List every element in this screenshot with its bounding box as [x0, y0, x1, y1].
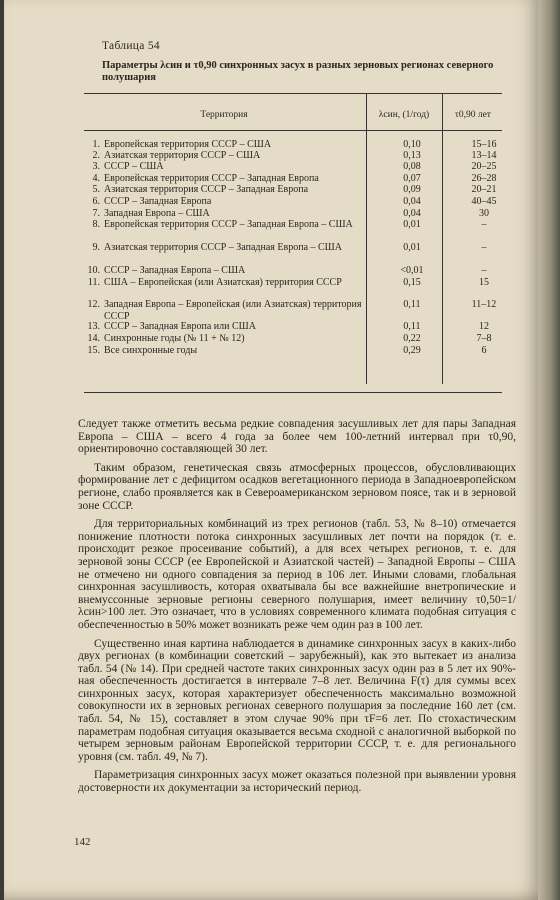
row-lambda: 0,15	[403, 277, 421, 288]
row-tau: 20–21	[471, 184, 497, 195]
table-row	[84, 173, 504, 184]
row-territory: СССР – Западная Европа – США	[104, 265, 246, 276]
row-territory: США – Европейская (или Азиатская) территория СССР	[104, 277, 342, 288]
page-number: 142	[74, 836, 91, 848]
row-territory: СССР – США	[104, 161, 164, 172]
row-territory: СССР – Западная Европа или США	[104, 321, 256, 332]
paragraph: Для территориальных комбинаций из трех регионов (табл. 53, № 8–10) отмечается понижение плотности потока синхронных засушливых лет почти на порядок (т. е. происходит резкое просеивание событий), а для всех четырех регионов, т. е. для зерновой зоны СССР (ее Европейской и Азиатской частей) – Западной Европы – США не отмечено ни одного совпадения за период в 106 лет. Иными словами, глобальная синхронная засушливость, которая охватывала бы все важнейшие внетропические и внемуссонные зерновые регионы северного полушария, имеет величину τ0,50=1/λсин>100 лет. Это означает, что в условиях современного климата подобная ситуация с обеспеченностью в 50% может возникать реже чем один раз в 100 лет.	[78, 518, 516, 631]
row-territory: Европейская территория СССР – Западная Европа	[104, 173, 319, 184]
row-lambda: 0,04	[403, 196, 421, 207]
row-lambda: 0,04	[403, 208, 421, 219]
body-text	[78, 418, 516, 801]
row-territory: Европейская территория СССР – Западная Европа – США	[104, 219, 353, 230]
row-lambda: 0,08	[403, 161, 421, 172]
row-tau: 15–16	[471, 139, 497, 150]
table-top-rule	[84, 93, 502, 94]
row-territory: Синхронные годы (№ 11 + № 12)	[104, 333, 245, 344]
header-tau: τ0,90 лет	[455, 110, 491, 120]
table-row	[84, 265, 504, 277]
row-number: 9.	[92, 242, 100, 253]
row-lambda: 0,22	[403, 333, 421, 344]
table-row	[84, 219, 504, 242]
row-number: 7.	[92, 208, 100, 219]
paragraph: Следует также отметить весьма редкие совпадения засушливых лет для пары Западная Европа – США – всего 4 года за более чем 100-летний интервал при τ0,90, ориентировочно составляющей 30 лет.	[78, 418, 516, 456]
row-territory: Азиатская территория СССР – Западная Европа	[104, 184, 309, 195]
table-number: Таблица 54	[102, 40, 160, 52]
table-row	[84, 184, 504, 196]
table-row	[84, 161, 504, 173]
row-territory: Западная Европа – Европейская (или Азиатская) территория СССР	[104, 299, 362, 322]
row-number: 8.	[92, 219, 100, 230]
row-tau: 6	[481, 345, 487, 356]
table-bottom-rule	[84, 392, 502, 393]
table-row	[84, 345, 504, 357]
row-lambda: 0,01	[403, 242, 421, 253]
row-territory: Западная Европа – США	[104, 208, 210, 219]
row-territory: СССР – Западная Европа	[104, 196, 212, 207]
header-territory: Территория	[200, 110, 248, 120]
table-row	[84, 196, 504, 208]
row-tau: 13–14	[471, 150, 497, 161]
row-tau: 26–28	[471, 173, 497, 184]
row-lambda: 0,29	[403, 345, 421, 356]
row-number: 12.	[87, 299, 100, 310]
row-lambda: 0,13	[403, 150, 421, 161]
row-lambda: 0,09	[403, 184, 421, 195]
row-tau: 20–25	[471, 161, 497, 172]
row-number: 10.	[87, 265, 100, 276]
paragraph: Существенно иная картина наблюдается в динамике синхронных засух в каких-либо двух регионах (в комбинации советский – зарубежный), как это вытекает из анализа табл. 54 (№ 14). При средней частоте таких синхронных засух один раз в 5 лет их 90%-ная обеспеченность достигается в интервале 7–8 лет. Величина F(τ) для суммы всех синхронных засух, которая характеризует обеспеченность максимально возможной совокупности их в зерновых регионах северного полушария за последние 160 лет (см. табл. 54, № 15), составляет в этом случае 90% при τF=6 лет. По стохастическим параметрам подобная ситуация оказывается весьма сходной с аналогичной выборкой по четырем зерновым районам Европейской территории СССР, т. е. для регионального уровня (см. табл. 49, № 7).	[78, 637, 516, 763]
row-tau: 30	[479, 208, 489, 219]
table-row	[84, 277, 504, 299]
row-tau: 7–8	[476, 333, 492, 344]
row-number: 5.	[92, 184, 100, 195]
paragraph: Таким образом, генетическая связь атмосферных процессов, обусловливающих формирование лет с дефицитом осадков вегетационного периода в Западноевропейском регионе, слабо проявляется как в Североамериканском зерновом поясе, так и в зерновой зоне СССР.	[78, 461, 516, 512]
row-number: 15.	[87, 345, 100, 356]
row-lambda: 0,07	[403, 173, 421, 184]
row-lambda: 0,10	[403, 139, 421, 150]
row-tau: 15	[479, 277, 489, 288]
row-tau: –	[481, 219, 487, 230]
table-header-rule	[84, 130, 502, 131]
table-row	[84, 139, 504, 150]
row-number: 4.	[92, 173, 100, 184]
row-territory: Азиатская территория СССР – Западная Европа – США	[104, 242, 342, 253]
row-territory: Европейская территория СССР – США	[104, 139, 272, 150]
row-lambda: 0,01	[403, 219, 421, 230]
row-tau: –	[481, 265, 487, 276]
row-tau: 11–12	[471, 299, 497, 310]
header-lambda: λсин, (1/год)	[378, 110, 430, 120]
row-number: 11.	[87, 277, 100, 288]
table-row	[84, 333, 504, 345]
row-number: 13.	[87, 321, 100, 332]
book-page	[4, 0, 538, 900]
row-lambda: 0,11	[403, 321, 421, 332]
row-tau: 40–45	[471, 196, 497, 207]
row-tau: –	[481, 242, 487, 253]
row-territory: Азиатская территория СССР – США	[104, 150, 261, 161]
row-lambda: 0,11	[403, 299, 421, 310]
row-number: 1.	[92, 139, 100, 150]
table-body	[84, 139, 504, 357]
table-row	[84, 321, 504, 333]
row-number: 6.	[92, 196, 100, 207]
table-row	[84, 208, 504, 219]
table-caption: Параметры λсин и τ0,90 синхронных засух в разных зерновых регионах северного полушария	[102, 60, 494, 83]
page-edge	[538, 0, 560, 900]
row-territory: Все синхронные годы	[104, 345, 198, 356]
row-lambda: <0,01	[400, 265, 424, 276]
table-row	[84, 299, 504, 321]
table-row	[84, 242, 504, 265]
row-tau: 12	[479, 321, 489, 332]
row-number: 3.	[92, 161, 100, 172]
row-number: 14.	[87, 333, 100, 344]
paragraph: Параметризация синхронных засух может оказаться полезной при выявлении уровня достоверности их документации за исторический период.	[78, 769, 516, 795]
table-row	[84, 150, 504, 161]
row-number: 2.	[92, 150, 100, 161]
